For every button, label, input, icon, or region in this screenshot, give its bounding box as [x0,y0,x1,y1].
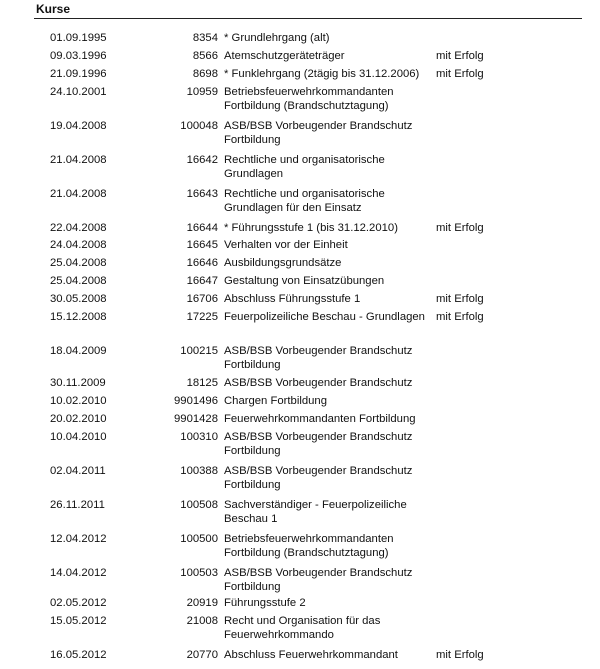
course-name: Feuerwehrkommandanten Fortbildung [224,413,416,425]
course-number: 16646 [186,257,218,269]
course-name: * Grundlehrgang (alt) [224,32,330,44]
course-date: 19.04.2008 [50,120,107,132]
course-name: ASB/BSB Vorbeugender Brandschutz [224,377,413,389]
course-date: 02.05.2012 [50,597,107,609]
course-number: 8698 [192,68,218,80]
course-number: 100508 [180,499,218,511]
course-date: 09.03.1996 [50,50,107,62]
course-number: 100388 [180,465,218,477]
course-date: 15.05.2012 [50,615,107,627]
course-name: Betriebsfeuerwehrkommandanten Fortbildung (Brandschutztagung) [224,86,394,112]
course-name: ASB/BSB Vorbeugender Brandschutz Fortbildung [224,567,413,593]
course-number: 16647 [186,275,218,287]
course-number: 10959 [186,86,218,98]
course-number: 9901496 [174,395,218,407]
course-date: 22.04.2008 [50,222,107,234]
course-name: Gestaltung von Einsatzübungen [224,275,385,287]
course-name: Verhalten vor der Einheit [224,239,348,251]
course-number: 100500 [180,533,218,545]
course-name: Rechtliche und organisatorische Grundlagen für den Einsatz [224,188,385,214]
course-date: 30.05.2008 [50,293,107,305]
course-name: Führungsstufe 2 [224,597,306,609]
course-date: 25.04.2008 [50,257,107,269]
course-name: * Führungsstufe 1 (bis 31.12.2010) [224,222,398,234]
course-result: mit Erfolg [436,311,484,323]
course-number: 20770 [186,649,218,661]
course-date: 24.10.2001 [50,86,107,98]
course-number: 8354 [192,32,218,44]
course-date: 24.04.2008 [50,239,107,251]
course-number: 20919 [186,597,218,609]
course-number: 100503 [180,567,218,579]
course-name: ASB/BSB Vorbeugender Brandschutz Fortbildung [224,120,413,146]
course-number: 9901428 [174,413,218,425]
course-number: 16706 [186,293,218,305]
course-name: Sachverständiger - Feuerpolizeiliche Beschau 1 [224,499,407,525]
course-name: * Funklehrgang (2tägig bis 31.12.2006) [224,68,420,80]
course-name: Betriebsfeuerwehrkommandanten Fortbildung (Brandschutztagung) [224,533,394,559]
course-name: Abschluss Führungsstufe 1 [224,293,361,305]
course-number: 16645 [186,239,218,251]
course-date: 14.04.2012 [50,567,107,579]
course-number: 17225 [186,311,218,323]
course-number: 16644 [186,222,218,234]
course-date: 12.04.2012 [50,533,107,545]
course-number: 100310 [180,431,218,443]
course-number: 16642 [186,154,218,166]
course-date: 18.04.2009 [50,345,107,357]
course-date: 21.09.1996 [50,68,107,80]
course-date: 10.02.2010 [50,395,107,407]
course-date: 01.09.1995 [50,32,107,44]
course-name: Feuerpolizeiliche Beschau - Grundlagen [224,311,425,323]
course-name: ASB/BSB Vorbeugender Brandschutz Fortbildung [224,431,413,457]
course-number: 16643 [186,188,218,200]
course-name: Atemschutzgeräteträger [224,50,345,62]
course-name: ASB/BSB Vorbeugender Brandschutz Fortbildung [224,465,413,491]
course-date: 16.05.2012 [50,649,107,661]
course-name: Ausbildungsgrundsätze [224,257,342,269]
course-number: 21008 [186,615,218,627]
course-result: mit Erfolg [436,50,484,62]
page-title: Kurse [36,2,71,16]
course-number: 8566 [192,50,218,62]
course-number: 18125 [186,377,218,389]
course-name: Chargen Fortbildung [224,395,327,407]
course-date: 10.04.2010 [50,431,107,443]
course-result: mit Erfolg [436,649,484,661]
course-result: mit Erfolg [436,222,484,234]
course-name: ASB/BSB Vorbeugender Brandschutz Fortbildung [224,345,413,371]
course-number: 100215 [180,345,218,357]
course-date: 20.02.2010 [50,413,107,425]
course-date: 21.04.2008 [50,154,107,166]
course-result: mit Erfolg [436,293,484,305]
course-result: mit Erfolg [436,68,484,80]
course-date: 25.04.2008 [50,275,107,287]
course-date: 15.12.2008 [50,311,107,323]
course-number: 100048 [180,120,218,132]
course-date: 21.04.2008 [50,188,107,200]
course-name: Recht und Organisation für das Feuerwehrkommando [224,615,381,641]
course-date: 30.11.2009 [50,377,106,389]
course-name: Abschluss Feuerwehrkommandant [224,649,398,661]
course-date: 26.11.2011 [50,499,105,511]
course-name: Rechtliche und organisatorische Grundlagen [224,154,385,180]
course-date: 02.04.2011 [50,465,106,477]
